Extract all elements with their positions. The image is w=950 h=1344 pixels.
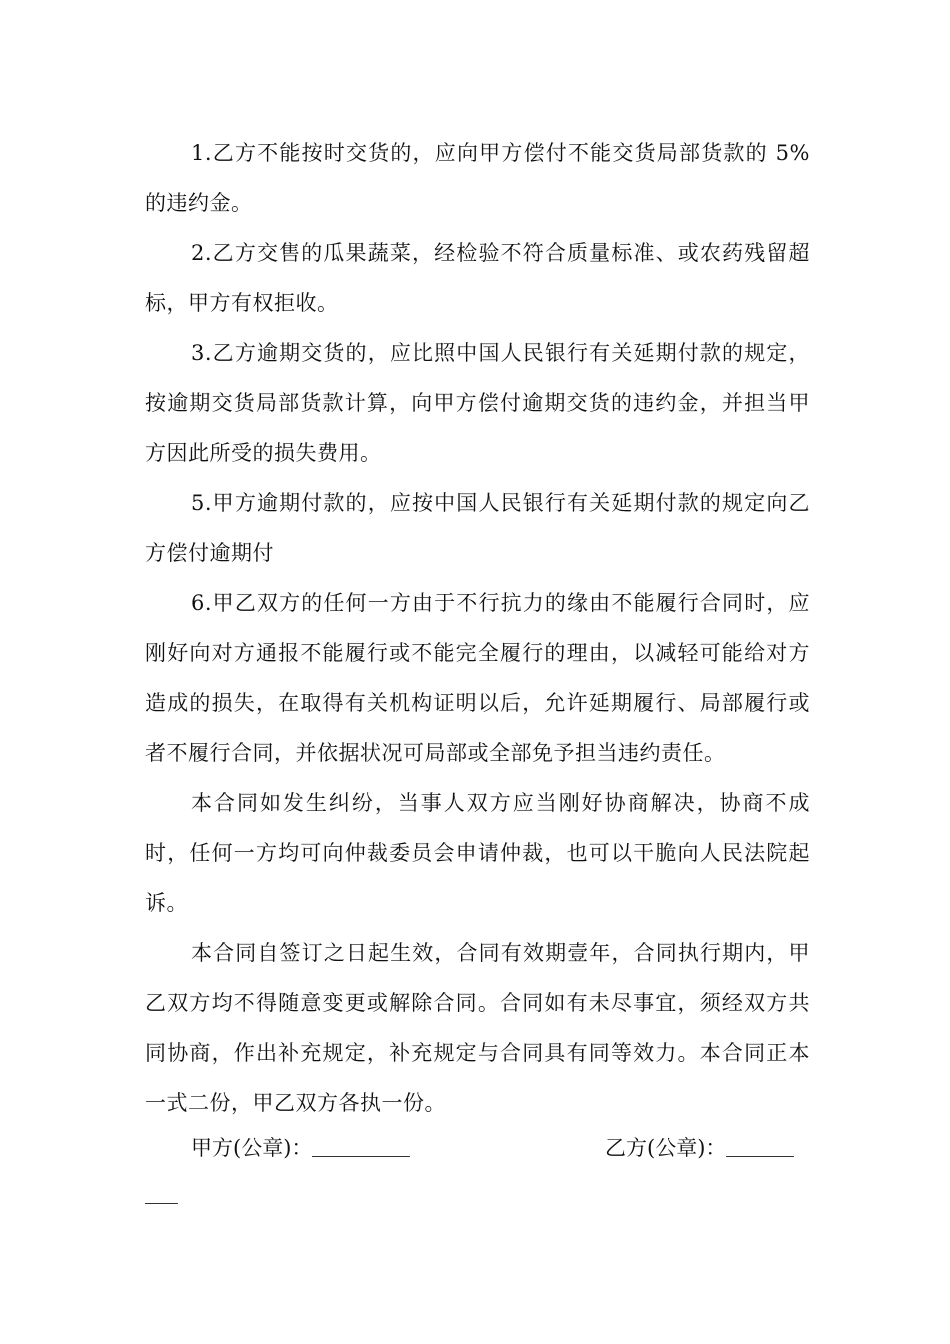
clause-5: 5.甲方逾期付款的，应按中国人民银行有关延期付款的规定向乙方偿付逾期付	[145, 491, 810, 565]
party-b-blank[interactable]	[726, 1128, 794, 1157]
party-b-signature	[605, 1128, 794, 1168]
signature-row	[145, 1128, 810, 1168]
clause-6: 6.甲乙双方的任何一方由于不行抗力的缘由不能履行合同时，应刚好向对方通报不能履行或不能完全履行的理由，以减轻可能给对方造成的损失，在取得有关机构证明以后，允许延期履行、局部履行或者不履行合同，并依据状况可局部或全部免予担当违约责任。	[145, 591, 810, 765]
contract-body	[145, 128, 810, 1128]
dispute-paragraph: 本合同如发生纠纷，当事人双方应当刚好协商解决，协商不成时，任何一方均可向仲裁委员会申请仲裁，也可以干脆向人民法院起诉。	[145, 791, 810, 915]
clause-1: 1.乙方不能按时交货的，应向甲方偿付不能交货局部货款的 5%的违约金。	[145, 141, 810, 215]
party-a-label: 甲方(公章)：	[191, 1136, 313, 1160]
clause-3: 3.乙方逾期交货的，应比照中国人民银行有关延期付款的规定，按逾期交货局部货款计算，向甲方偿付逾期交货的违约金，并担当甲方因此所受的损失费用。	[145, 341, 810, 465]
clause-2: 2.乙方交售的瓜果蔬菜，经检验不符合质量标准、或农药残留超标，甲方有权拒收。	[145, 241, 810, 315]
effect-paragraph: 本合同自签订之日起生效，合同有效期壹年，合同执行期内，甲乙双方均不得随意变更或解除合同。合同如有未尽事宜，须经双方共同协商，作出补充规定，补充规定与合同具有同等效力。本合同正本一式二份，甲乙双方各执一份。	[145, 941, 810, 1115]
party-a-signature	[191, 1128, 410, 1168]
party-b-label: 乙方(公章)：	[605, 1136, 727, 1160]
continued-blank-line	[145, 1203, 178, 1204]
party-a-blank[interactable]	[312, 1128, 410, 1157]
